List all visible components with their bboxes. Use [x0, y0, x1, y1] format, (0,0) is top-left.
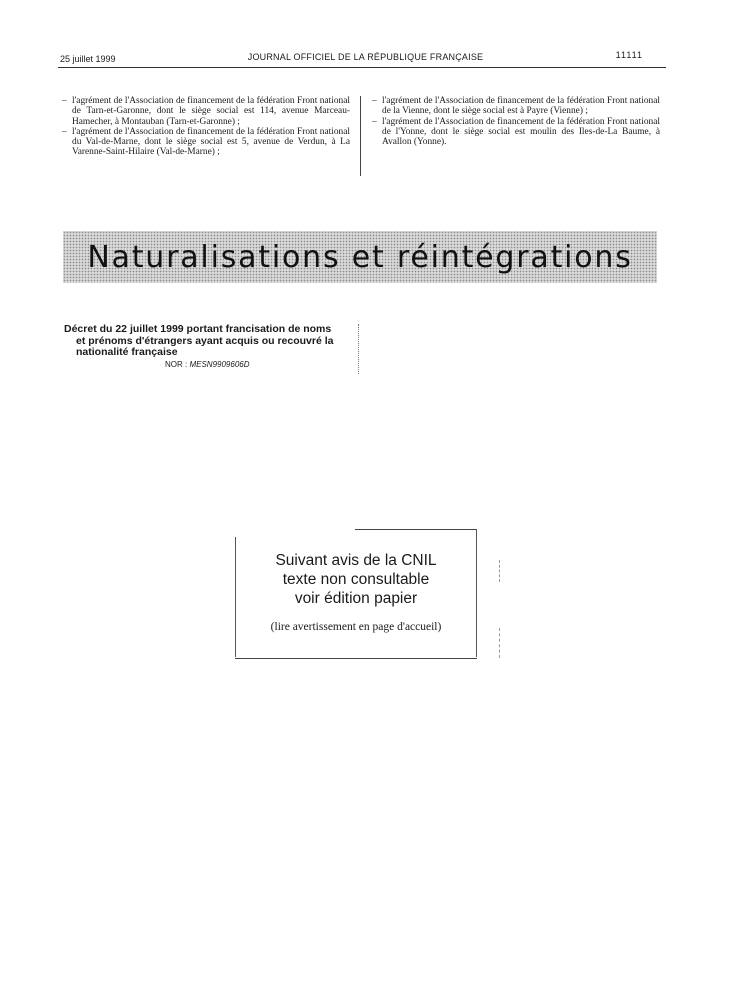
cnil-notice-line: texte non consultable: [282, 571, 430, 588]
publication-date: 25 juillet 1999: [60, 54, 116, 64]
page-number: 11111: [615, 50, 643, 60]
nor-reference: [64, 360, 364, 369]
list-item-text: l'agrément de l'Association de financement de la fédération Front national de la Vienne, dont le siège social est à Payre (Vienne) ;: [382, 96, 660, 117]
nor-code: MESN9909606D: [189, 359, 250, 369]
page-header: [0, 48, 731, 68]
list-dash: –: [372, 96, 377, 106]
section-banner: [63, 231, 657, 283]
header-rule: [58, 67, 666, 68]
decree-title-line: Décret du 22 juillet 1999 portant francisation de noms: [64, 323, 332, 335]
nor-label: NOR :: [165, 359, 188, 369]
list-dash: –: [62, 126, 67, 137]
list-item-text: l'agrément de l'Association de financement de la fédération Front national de Tarn-et-Garonne, dont le siège social est 114, avenue Marceau-Hamecher, à Montauban (Tarn-et-Garonne) ;: [72, 96, 350, 127]
list-item: [372, 117, 660, 148]
list-dash: –: [62, 96, 67, 106]
cnil-notice-line: Suivant avis de la CNIL: [275, 552, 437, 569]
right-column: [372, 96, 660, 147]
column-divider: [360, 96, 361, 176]
scan-artifact: [499, 628, 500, 658]
left-column: [62, 96, 350, 158]
box-border: [235, 658, 477, 659]
decree-title: [64, 324, 364, 359]
list-item: [62, 96, 350, 127]
list-item: [62, 127, 350, 158]
scan-artifact: [499, 560, 500, 582]
list-item: [372, 96, 660, 117]
margin-rule: [358, 324, 359, 374]
decree-heading: [64, 324, 364, 369]
decree-title-line: nationalité française: [76, 346, 178, 358]
box-border: [355, 529, 477, 530]
journal-title: JOURNAL OFFICIEL DE LA RÉPUBLIQUE FRANÇAISE: [247, 52, 484, 62]
cnil-notice-box: [235, 529, 477, 659]
list-item-text: l'agrément de l'Association de financement de la fédération Front national du Val-de-Marne, dont le siège social est 5, avenue de Verdun, à La Varenne-Saint-Hilaire (Val-de-Marne) ;: [72, 126, 350, 158]
list-item-text: l'agrément de l'Association de financement de la fédération Front national de l'Yonne, dont le siège social est moulin des Iles-de-La Baume, à Avallon (Yonne).: [382, 116, 660, 148]
list-dash: –: [372, 116, 377, 127]
cnil-notice-line: voir édition papier: [294, 590, 418, 607]
cnil-notice-text: [235, 551, 477, 608]
section-title: Naturalisations et réintégrations: [87, 239, 633, 275]
cnil-notice-note: (lire avertissement en page d'accueil): [270, 621, 442, 633]
decree-title-line: et prénoms d'étrangers ayant acquis ou recouvré la: [76, 334, 334, 347]
